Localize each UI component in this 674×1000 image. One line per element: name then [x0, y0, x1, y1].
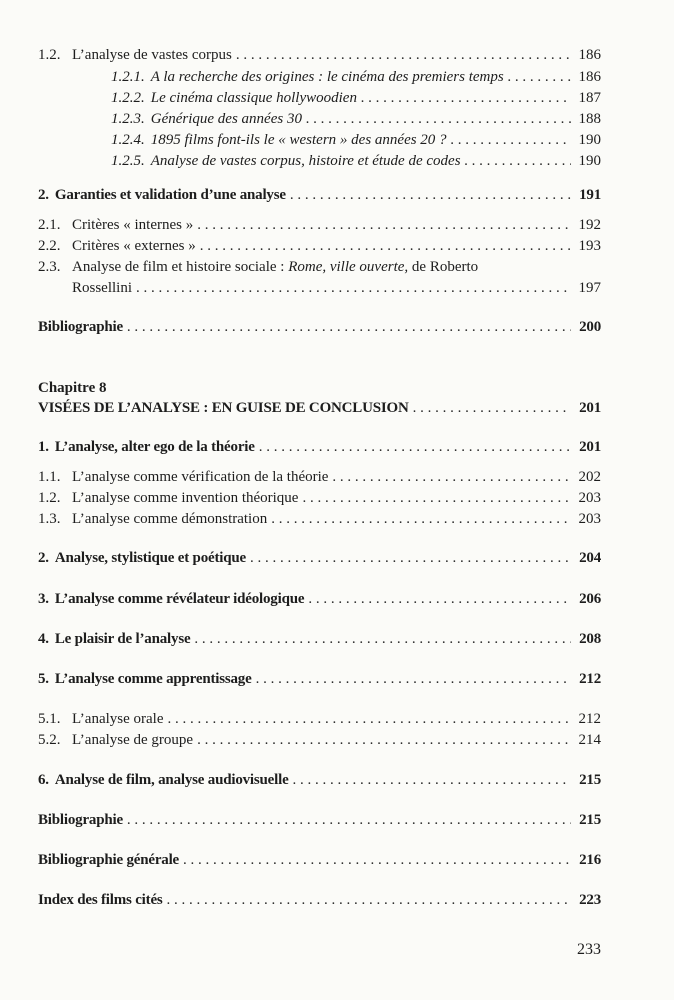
entry-number: 2. [38, 550, 49, 566]
entry-page: 216 [579, 852, 601, 868]
entry-number: 1.2. [38, 490, 61, 506]
entry-label: Bibliographie générale [38, 852, 180, 868]
entry-page: 188 [578, 111, 601, 127]
dot-leader [194, 630, 571, 648]
entry-number: 1.2.2. [111, 90, 145, 106]
entry-label: 1895 films font-ils le « western » des années 20 ? [150, 132, 447, 148]
entry-label: L’analyse de groupe [72, 732, 194, 748]
film-title: Rome, ville ouverte, [288, 259, 409, 275]
toc-bibliography-2 [38, 811, 601, 829]
entry-label: L’analyse comme apprentissage [54, 671, 252, 687]
toc-entry-1-2-3 [111, 110, 601, 128]
entry-label: A la recherche des origines : le cinéma des premiers temps [150, 69, 504, 85]
toc-entry-c1-1 [38, 468, 601, 486]
dot-leader [236, 46, 571, 64]
entry-page: 190 [578, 132, 601, 148]
dot-leader [306, 110, 571, 128]
entry-number: 6. [38, 772, 49, 788]
toc-entry-2-3-line2 [72, 279, 601, 297]
entry-page: 223 [579, 892, 601, 908]
entry-number: 1.1. [38, 469, 61, 485]
entry-page: 187 [578, 90, 601, 106]
dot-leader [250, 549, 571, 567]
entry-number: 2.3. [38, 259, 61, 275]
entry-number: 1.2.5. [111, 153, 145, 169]
toc-chapter-section-5 [38, 670, 601, 688]
toc-entry-1-2-5 [111, 152, 601, 170]
entry-page: 203 [578, 511, 601, 527]
entry-page: 212 [578, 711, 601, 727]
toc-entry-c5-2 [38, 731, 601, 749]
toc-section-2 [38, 186, 601, 204]
entry-page: 193 [578, 238, 601, 254]
entry-page: 201 [579, 400, 601, 416]
entry-page: 191 [579, 187, 601, 203]
dot-leader [136, 279, 571, 297]
toc-chapter-section-2 [38, 549, 601, 567]
entry-number: 5. [38, 671, 49, 687]
toc-entry-c1-2 [38, 489, 601, 507]
toc-film-index [38, 891, 601, 909]
dot-leader [168, 710, 572, 728]
entry-number: 1.2.3. [111, 111, 145, 127]
toc-chapter-section-3 [38, 590, 601, 608]
dot-leader [332, 468, 571, 486]
dot-leader [200, 237, 571, 255]
dot-leader [271, 510, 571, 528]
entry-label: Critères « internes » [72, 217, 194, 233]
entry-page: 214 [578, 732, 601, 748]
entry-label: L’analyse comme démonstration [72, 511, 268, 527]
entry-label: Index des films cités [38, 892, 163, 908]
toc-entry-c1-3 [38, 510, 601, 528]
dot-leader [167, 891, 571, 909]
toc-entry-2-3-line1 [38, 258, 601, 276]
entry-label: Bibliographie [38, 319, 123, 335]
entry-page: 201 [579, 439, 601, 455]
entry-label: Analyse de film et histoire sociale : [72, 259, 289, 275]
entry-label: VISÉES DE L’ANALYSE : EN GUISE DE CONCLUSION [38, 400, 409, 416]
toc-general-bibliography [38, 851, 601, 869]
entry-label: Bibliographie [38, 812, 123, 828]
entry-page: 186 [578, 69, 601, 85]
entry-label: Analyse, stylistique et poétique [54, 550, 246, 566]
entry-label: L’analyse de vastes corpus [72, 47, 232, 63]
dot-leader [259, 438, 571, 456]
toc-entry-2-2 [38, 237, 601, 255]
entry-number: 1.3. [38, 511, 61, 527]
entry-label: Critères « externes » [72, 238, 196, 254]
entry-label: Analyse de film, analyse audiovisuelle [54, 772, 289, 788]
dot-leader [308, 590, 571, 608]
entry-page: 202 [578, 469, 601, 485]
chapter-heading [38, 399, 601, 417]
entry-page: 186 [578, 47, 601, 63]
chapter-title: Chapitre 8 [38, 380, 107, 396]
entry-page: 190 [578, 153, 601, 169]
dot-leader [293, 771, 571, 789]
entry-page: 204 [579, 550, 601, 566]
entry-label: L’analyse comme vérification de la théorie [72, 469, 329, 485]
entry-page: 203 [578, 490, 601, 506]
dot-leader [290, 186, 571, 204]
entry-page: 212 [579, 671, 601, 687]
toc-entry-1-2-1 [111, 68, 601, 86]
toc-chapter-section-6 [38, 771, 601, 789]
dot-leader [183, 851, 571, 869]
dot-leader [197, 731, 571, 749]
page-number: 233 [577, 941, 601, 958]
entry-number: 3. [38, 591, 49, 607]
entry-label: L’analyse comme révélateur idéologique [54, 591, 305, 607]
entry-number: 4. [38, 631, 49, 647]
entry-number: 1.2.4. [111, 132, 145, 148]
entry-label-cont: de Roberto [408, 259, 479, 275]
dot-leader [451, 131, 571, 149]
entry-label: Générique des années 30 [150, 111, 302, 127]
toc-entry-2-1 [38, 216, 601, 234]
dot-leader [508, 68, 571, 86]
entry-number: 1.2. [38, 47, 61, 63]
entry-page: 200 [579, 319, 601, 335]
entry-page: 215 [579, 772, 601, 788]
entry-number: 2.1. [38, 217, 61, 233]
toc-entry-c5-1 [38, 710, 601, 728]
dot-leader [256, 670, 571, 688]
entry-label: Rossellini [72, 280, 133, 296]
entry-number: 5.2. [38, 732, 61, 748]
dot-leader [197, 216, 571, 234]
entry-number: 5.1. [38, 711, 61, 727]
toc-entry-1-2-2 [111, 89, 601, 107]
entry-number: 1. [38, 439, 49, 455]
dot-leader [413, 399, 571, 417]
entry-page: 197 [578, 280, 601, 296]
dot-leader [465, 152, 571, 170]
entry-label: Analyse de vastes corpus, histoire et étude de codes [150, 153, 461, 169]
toc-chapter-section-4 [38, 630, 601, 648]
entry-label: L’analyse orale [72, 711, 164, 727]
entry-label: Garanties et validation d’une analyse [54, 187, 286, 203]
dot-leader [361, 89, 571, 107]
toc-chapter-section-1 [38, 438, 601, 456]
dot-leader [302, 489, 571, 507]
dot-leader [127, 811, 571, 829]
entry-page: 215 [579, 812, 601, 828]
entry-number: 2. [38, 187, 49, 203]
entry-label: L’analyse comme invention théorique [72, 490, 299, 506]
entry-number: 2.2. [38, 238, 61, 254]
entry-label: Le plaisir de l’analyse [54, 631, 191, 647]
entry-page: 206 [579, 591, 601, 607]
entry-label: L’analyse, alter ego de la théorie [54, 439, 255, 455]
dot-leader [127, 318, 571, 336]
entry-label: Le cinéma classique hollywoodien [150, 90, 357, 106]
entry-page: 192 [578, 217, 601, 233]
toc-bibliography-1 [38, 318, 601, 336]
toc-entry-1-2-4 [111, 131, 601, 149]
entry-page: 208 [579, 631, 601, 647]
entry-number: 1.2.1. [111, 69, 145, 85]
toc-entry-1-2 [38, 46, 601, 64]
